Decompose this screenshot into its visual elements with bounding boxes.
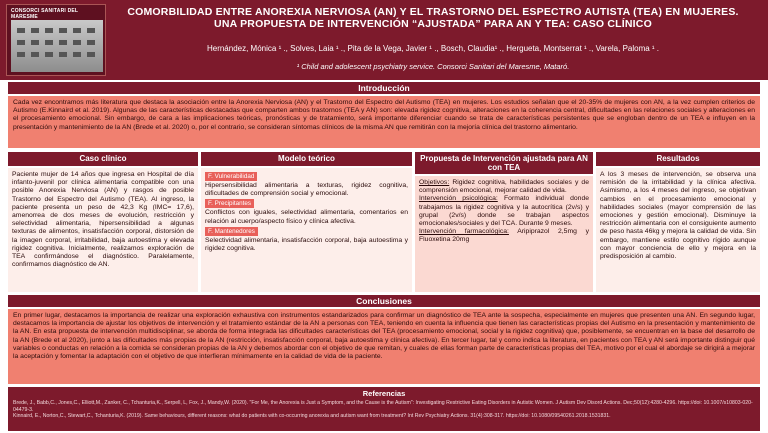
objetivos-text: Rigidez cognitiva, habilidades sociales y de comprensión emocional, mejorar calidad de vida.	[419, 179, 589, 195]
introduccion-text: Cada vez encontramos más literatura que destaca la asociación entre la Anorexia Nerviosa (AN) y el Trastorno del Espectro del Autismo (TEA) en mujeres. Los estudios señalan que el 20-35% de mujeres con AN, a la vez cumplen criterios de Autismo (E.Kinnaird et al. 2019). Algunas de las características destacadas que comparten ambos trastornos (TEA y AN) son: elevada rigidez cognitiva, alteraciones en la coherencia central, dificultades en las relaciones sociales y alteraciones en el procesamiento emocional. Sin embargo, de cara a las implicaciones teóricas, pronósticas y de tratamiento, será importante diferenciar cuando se trata de características persistentes que se engloban dentro de un TEA e influyen en la presentación y mantenimiento de la AN (Brede et al. 2020) o, por el contrario, se consideran síntomas clínicos de la misma AN que remitirán con la mejoría clínica del trastorno alimentario.	[8, 96, 760, 148]
factor-tag: F. Vulnerabilidad	[205, 172, 257, 181]
consorci-logo	[6, 4, 106, 76]
factor-text: Conflictos con iguales, selectividad alimentaria, comentarios en relación al cuerpo/aspecto físico y clínica afectiva.	[205, 209, 408, 225]
poster-header	[0, 0, 768, 80]
affiliation: ¹ Child and adolescent psychiatry service. Consorci Sanitari del Maresme, Mataró.	[296, 62, 570, 71]
factor-block	[205, 171, 408, 198]
modelo-teorico-body	[201, 168, 412, 292]
referencias-section	[8, 387, 760, 431]
factor-tag: F. Mantenedores	[205, 227, 258, 236]
objetivos-paragraph	[419, 179, 589, 195]
objetivos-label: Objetivos:	[419, 179, 450, 186]
introduccion-heading: Introducción	[8, 82, 760, 94]
resultados-heading: Resultados	[596, 152, 760, 166]
psico-paragraph	[419, 195, 589, 228]
factor-tag: F. Precipitantes	[205, 199, 254, 208]
poster-title: COMORBILIDAD ENTRE ANOREXIA NERVIOSA (AN) Y EL TRASTORNO DEL ESPECTRO AUTISTA (TEA) EN MUJERES. UNA PROPUESTA DE INTERVENCIÓN “AJUSTADA” PARA AN Y TEA: CASO CLÍNICO	[127, 6, 739, 30]
psico-text: Formato individual donde trabajamos la rigidez cognitiva y la autocrítica (2v/s) y grupal (2v/s) donde se trabajan aspectos emocionales/sociales y del TCA. Durante 9 meses.	[419, 195, 589, 228]
factor-text: Hipersensibilidad alimentaria a texturas, rigidez cognitiva, dificultades de comprensión social y emocional.	[205, 182, 408, 198]
psico-label: Intervención psicológica:	[419, 195, 498, 203]
farma-label: Intervención farmacológica:	[419, 228, 509, 236]
conclusiones-text: En primer lugar, destacamos la importancia de realizar una exploración exhaustiva con instrumentos estandarizados para confirmar un diagnóstico de TEA ante la sospecha, especialmente en mujeres que presenten una AN. En segundo lugar, destacamos la importancia de ajustar los objetivos de intervención y el tratamiento estándar de la AN a personas con TEA, teniendo en cuenta la influencia que tienen las características propias del Autismo en la presentación y mantenimiento de la AN. En esta propuesta de intervención multidisciplinar, se aborda de forma integrada las dificultades características del TEA (procesamiento emocional, social y la rigidez cognitiva) que, posiblemente, se encuentran en la base del desarrollo de la AN (Brede et al 2020), junto a las dificultades más propias de la AN (restricción, insatisfacción corporal, baja autoestima y clínica afectiva). En tercer lugar, tal y como indica la literatura, en pacientes con TEA y AN será importante distinguir qué variables o conductas en relación a la comida se consideran propias de la AN y debemos abordar con el objetivo de que remitan, y cuales de ellas forman parte de características propias del TEA, motivo por el cual el abordaje se dirigirá a mejorar la aceptación y fomentar la adaptación con el objetivo de que interfieran mínimamente en la calidad de vida de la paciente.	[8, 309, 760, 384]
referencias-list	[8, 398, 760, 422]
reference-item: Kinnaird, E., Norton,C., Stewart,C., Tchanturia,K. (2019). Same behaviours, different reasons: what do patients with co-occurring anorexia and autism want from treatment? Int Rev Psychiatry Actions. 31(4):308-317. https://doi: 10.1080/09540261.2018.1531831.	[13, 413, 611, 420]
factor-text: Selectividad alimentaria, insatisfacción corporal, baja autoestima y rigidez cognitiva.	[205, 236, 408, 253]
caso-clinico-text: Paciente mujer de 14 años que ingresa en Hospital de día infanto-juvenil por clínica alimentaria compatible con una posible Anorexia Nerviosa (AN) y rasgos de posible Trastorno del Espectro del Autismo (TEA). Al ingreso, la paciente presenta un peso de 42,3 Kg (IMC= 17,6), amenorrea de dos meses de evolución, restricción y selectividad alimentaria, hipersensibilidad a algunas texturas de alimentos, insatisfacción corporal, distorsión de la imagen corporal, irritabilidad, baja autoestima y elevada rigidez cognitiva. Inicialmente, realizamos exploración de TEA confirmándose el diagnóstico. Paralelamente, confirmamos diagnóstico de AN.	[8, 168, 198, 292]
authors: Hernández, Mónica ¹ ., Solves, Laia ¹ ., Pita de la Vega, Javier ¹ ., Bosch, Claudia¹ ., Hergueta, Montserrat ¹ ., Varela, Paloma ¹ .	[206, 44, 660, 53]
reference-item: Brede, J., Babb,C., Jones,C., Elliott,M., Zanker, C., Tchanturia,K., Serpell, L, Fox, J., Mandy,W. (2020). "For Me, the Anorexia is Just a Symptom, and the Cause is the Autism": Investigating Restrictive Eating Disorders in Autistic Women. J Autism Dev Disord Actions. Dec;50(12):4280-4296. https://doi: 10.1007/s10803-020-04479-3.	[13, 400, 753, 413]
factor-block	[205, 198, 408, 225]
farma-text: Aripiprazol 2,5mg y Fluoxetina 20mg	[419, 228, 589, 244]
propuesta-body	[415, 176, 593, 292]
modelo-teorico-heading: Modelo teórico	[201, 152, 412, 166]
referencias-heading: Referencias	[362, 389, 406, 398]
factor-block	[205, 226, 408, 253]
resultados-text: A los 3 meses de intervención, se observa una remisión de la irritabilidad y la clínica afectiva. Asimismo, a los 4 meses del ingreso, se objetivan cambios en el procesamiento emocional y habilidades sociales (mayor comprensión de las emociones y gestión emocional). Disminuye la restricción alimentaria con el consiguiente aumento de peso hasta 46kg y mejora la calidad de vida. Sin embargo, mantiene estilo cognitivo rígido aunque con mayor conciencia de ello y mejora en la predisposición al cambio.	[596, 168, 760, 292]
logo-text: CONSORCI SANITARI DEL MARESME	[11, 8, 79, 20]
caso-clinico-heading: Caso clínico	[8, 152, 198, 166]
building-photo	[11, 20, 103, 72]
farma-paragraph	[419, 228, 589, 244]
propuesta-heading: Propuesta de Intervención ajustada para AN con TEA	[415, 152, 593, 174]
conclusiones-heading: Conclusiones	[8, 295, 760, 307]
